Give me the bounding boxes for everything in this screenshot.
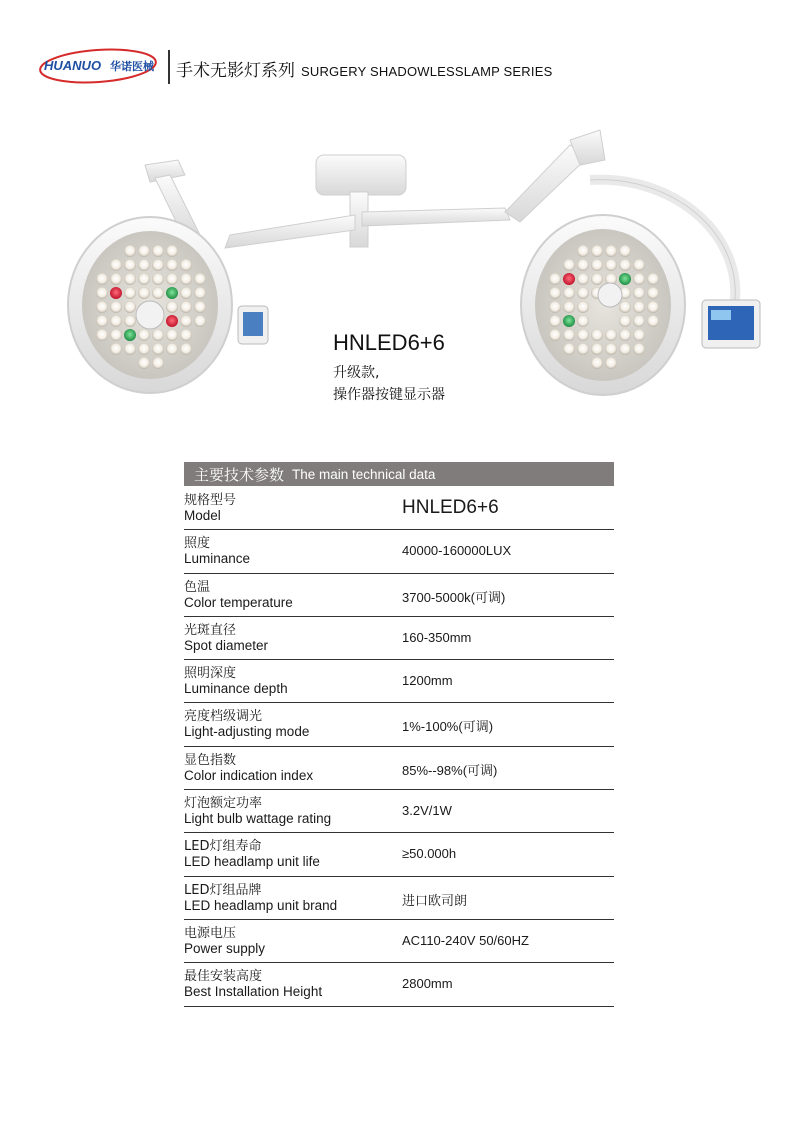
led-bulb: [152, 287, 164, 299]
led-bulb: [180, 287, 192, 299]
led-bulb: [619, 329, 631, 341]
product-model-label: HNLED6+6: [333, 330, 445, 355]
led-bulb: [591, 343, 603, 355]
spec-value: ≥50.000h: [402, 846, 457, 862]
spec-label-en: Color indication index: [184, 767, 314, 783]
spec-label-en: Spot diameter: [184, 637, 269, 653]
led-bulb: [605, 357, 617, 369]
led-bulb: [549, 329, 561, 341]
led-bulb: [605, 245, 617, 257]
led-bulb: [619, 343, 631, 355]
led-bulb: [96, 315, 108, 327]
led-bulb: [138, 329, 150, 341]
led-bulb: [563, 301, 575, 313]
led-bulb: [166, 315, 178, 327]
led-bulb: [138, 245, 150, 257]
spec-label-cn: 光斑直径: [184, 622, 237, 638]
led-bulb: [166, 287, 178, 299]
led-bulb: [633, 259, 645, 271]
spec-row: [184, 487, 614, 530]
series-title-en: SURGERY SHADOWLESSLAMP SERIES: [301, 64, 553, 79]
led-bulb: [96, 329, 108, 341]
led-bulb: [166, 301, 178, 313]
led-bulb: [633, 343, 645, 355]
spec-label-cn: 最佳安装高度: [184, 969, 263, 985]
led-bulb: [647, 287, 659, 299]
spec-row: [184, 660, 614, 703]
led-bulb: [194, 273, 206, 285]
led-bulb: [124, 329, 136, 341]
led-bulb: [194, 287, 206, 299]
spec-label-cn: 规格型号: [184, 493, 237, 508]
product-note-line2: 操作器按键显示器: [333, 387, 445, 403]
spec-label-en: Color temperature: [184, 594, 293, 610]
logo-wordmark: HUANUO: [44, 58, 102, 73]
led-bulb: [166, 273, 178, 285]
spec-value: 3.2V/1W: [402, 803, 452, 819]
spec-label-en: Model: [184, 508, 221, 523]
logo-cn-text: 华诺医械: [110, 60, 154, 73]
led-bulb: [138, 273, 150, 285]
huanuo-logo: [36, 38, 186, 90]
led-bulb: [96, 273, 108, 285]
led-bulb: [577, 287, 589, 299]
spec-value: 1%-100%(可调): [402, 719, 494, 735]
spec-row: [184, 530, 614, 573]
spec-label-cn: 色温: [184, 579, 211, 595]
led-bulb: [166, 343, 178, 355]
led-bulb: [633, 301, 645, 313]
product-note: [333, 362, 445, 406]
led-bulb: [605, 343, 617, 355]
spec-value: AC110-240V 50/60HZ: [402, 932, 529, 948]
led-bulb: [647, 273, 659, 285]
series-title-cn: 手术无影灯系列: [176, 61, 295, 81]
spec-value: 2800mm: [402, 976, 453, 992]
led-bulb: [591, 273, 603, 285]
spec-value: 160-350mm: [402, 629, 472, 645]
led-bulb: [563, 329, 575, 341]
spec-label-cn: 显色指数: [184, 752, 237, 768]
spec-label-en: Luminance: [184, 551, 251, 567]
led-bulb: [124, 287, 136, 299]
led-bulb: [647, 315, 659, 327]
led-bulb: [619, 273, 631, 285]
led-bulb: [563, 343, 575, 355]
led-bulb: [563, 259, 575, 271]
led-bulb: [110, 315, 122, 327]
led-bulb: [549, 301, 561, 313]
led-bulb: [577, 315, 589, 327]
spec-value: 40000-160000LUX: [402, 543, 512, 559]
led-bulb: [591, 357, 603, 369]
led-bulb: [633, 329, 645, 341]
led-bulb: [110, 287, 122, 299]
spec-value: 1200mm: [402, 673, 453, 689]
right-arm: [362, 208, 510, 226]
led-bulb: [549, 287, 561, 299]
led-bulb: [619, 315, 631, 327]
spec-label-en: LED headlamp unit life: [184, 854, 320, 870]
spec-label-cn: 灯泡额定功率: [184, 796, 263, 812]
spec-label-en: LED headlamp unit brand: [184, 897, 338, 913]
led-bulb: [124, 245, 136, 257]
spec-row: [184, 617, 614, 660]
spec-label-cn: LED灯组品牌: [184, 882, 262, 898]
led-bulb: [180, 315, 192, 327]
led-bulb: [194, 315, 206, 327]
header-divider: [168, 50, 170, 84]
led-bulb: [633, 315, 645, 327]
led-bulb: [152, 245, 164, 257]
led-bulb: [633, 287, 645, 299]
spec-label-en: Power supply: [184, 940, 266, 956]
led-bulb: [605, 329, 617, 341]
led-bulb: [152, 259, 164, 271]
led-bulb: [110, 273, 122, 285]
led-bulb: [110, 259, 122, 271]
led-bulb: [591, 259, 603, 271]
led-bulb: [124, 273, 136, 285]
spec-label-en: Best Installation Height: [184, 984, 323, 1000]
spec-label-en: Luminance depth: [184, 681, 288, 697]
led-bulb: [577, 343, 589, 355]
led-bulb: [124, 301, 136, 313]
led-bulb: [577, 245, 589, 257]
led-bulb: [619, 259, 631, 271]
series-title: [176, 56, 552, 81]
spec-row: [184, 877, 614, 920]
spec-row: [184, 920, 614, 963]
led-bulb: [619, 245, 631, 257]
led-bulb: [180, 273, 192, 285]
spec-row: [184, 790, 614, 833]
spec-value: HNLED6+6: [402, 497, 499, 518]
led-bulb: [180, 259, 192, 271]
spec-value: 3700-5000k(可调): [402, 589, 506, 605]
led-bulb: [166, 259, 178, 271]
spec-row: [184, 833, 614, 876]
led-bulb: [619, 301, 631, 313]
spec-table: [184, 487, 614, 1007]
spec-table-header: [184, 462, 614, 486]
spec-value: 进口欧司朗: [402, 892, 468, 908]
led-bulb: [166, 245, 178, 257]
led-bulb: [563, 287, 575, 299]
led-bulb: [124, 343, 136, 355]
led-bulb: [124, 315, 136, 327]
led-bulb: [180, 343, 192, 355]
led-bulb: [110, 301, 122, 313]
led-bulb: [138, 357, 150, 369]
ceiling-mount: [316, 155, 406, 195]
led-bulb: [549, 273, 561, 285]
led-bulb: [138, 287, 150, 299]
led-bulb: [577, 329, 589, 341]
spec-row: [184, 963, 614, 1006]
led-bulb: [96, 301, 108, 313]
led-bulb: [180, 329, 192, 341]
product-note-line1: 升级款,: [333, 365, 380, 381]
spec-label-cn: 照度: [184, 536, 211, 552]
led-bulb: [549, 315, 561, 327]
spec-label-en: Light bulb wattage rating: [184, 811, 332, 827]
spec-label-cn: 亮度档级调光: [184, 709, 263, 725]
spec-label-cn: LED灯组寿命: [184, 839, 262, 855]
spec-row: [184, 747, 614, 790]
led-bulb: [577, 301, 589, 313]
led-bulb: [633, 273, 645, 285]
spec-label-cn: 照明深度: [184, 666, 237, 682]
spec-label-en: Light-adjusting mode: [184, 724, 310, 740]
led-bulb: [96, 287, 108, 299]
led-bulb: [577, 259, 589, 271]
led-bulb: [194, 301, 206, 313]
led-bulb: [647, 301, 659, 313]
led-bulb: [152, 343, 164, 355]
spec-header-cn: 主要技术参数: [194, 465, 285, 484]
led-bulb: [152, 273, 164, 285]
led-bulb: [166, 329, 178, 341]
led-bulb: [591, 329, 603, 341]
led-bulb: [152, 357, 164, 369]
led-bulb: [563, 273, 575, 285]
left-arm: [225, 215, 355, 248]
spec-header-en: The main technical data: [292, 466, 436, 482]
led-bulb: [152, 329, 164, 341]
spec-value: 85%--98%(可调): [402, 762, 498, 778]
led-bulb: [138, 259, 150, 271]
spec-row: [184, 703, 614, 746]
led-bulb: [577, 273, 589, 285]
led-bulb: [110, 329, 122, 341]
led-bulb: [180, 301, 192, 313]
led-bulb: [563, 315, 575, 327]
spec-row: [184, 574, 614, 617]
led-bulb: [124, 259, 136, 271]
led-bulb: [138, 343, 150, 355]
led-bulb: [605, 259, 617, 271]
led-bulb: [110, 343, 122, 355]
led-bulb: [591, 245, 603, 257]
spec-label-cn: 电源电压: [184, 925, 237, 941]
